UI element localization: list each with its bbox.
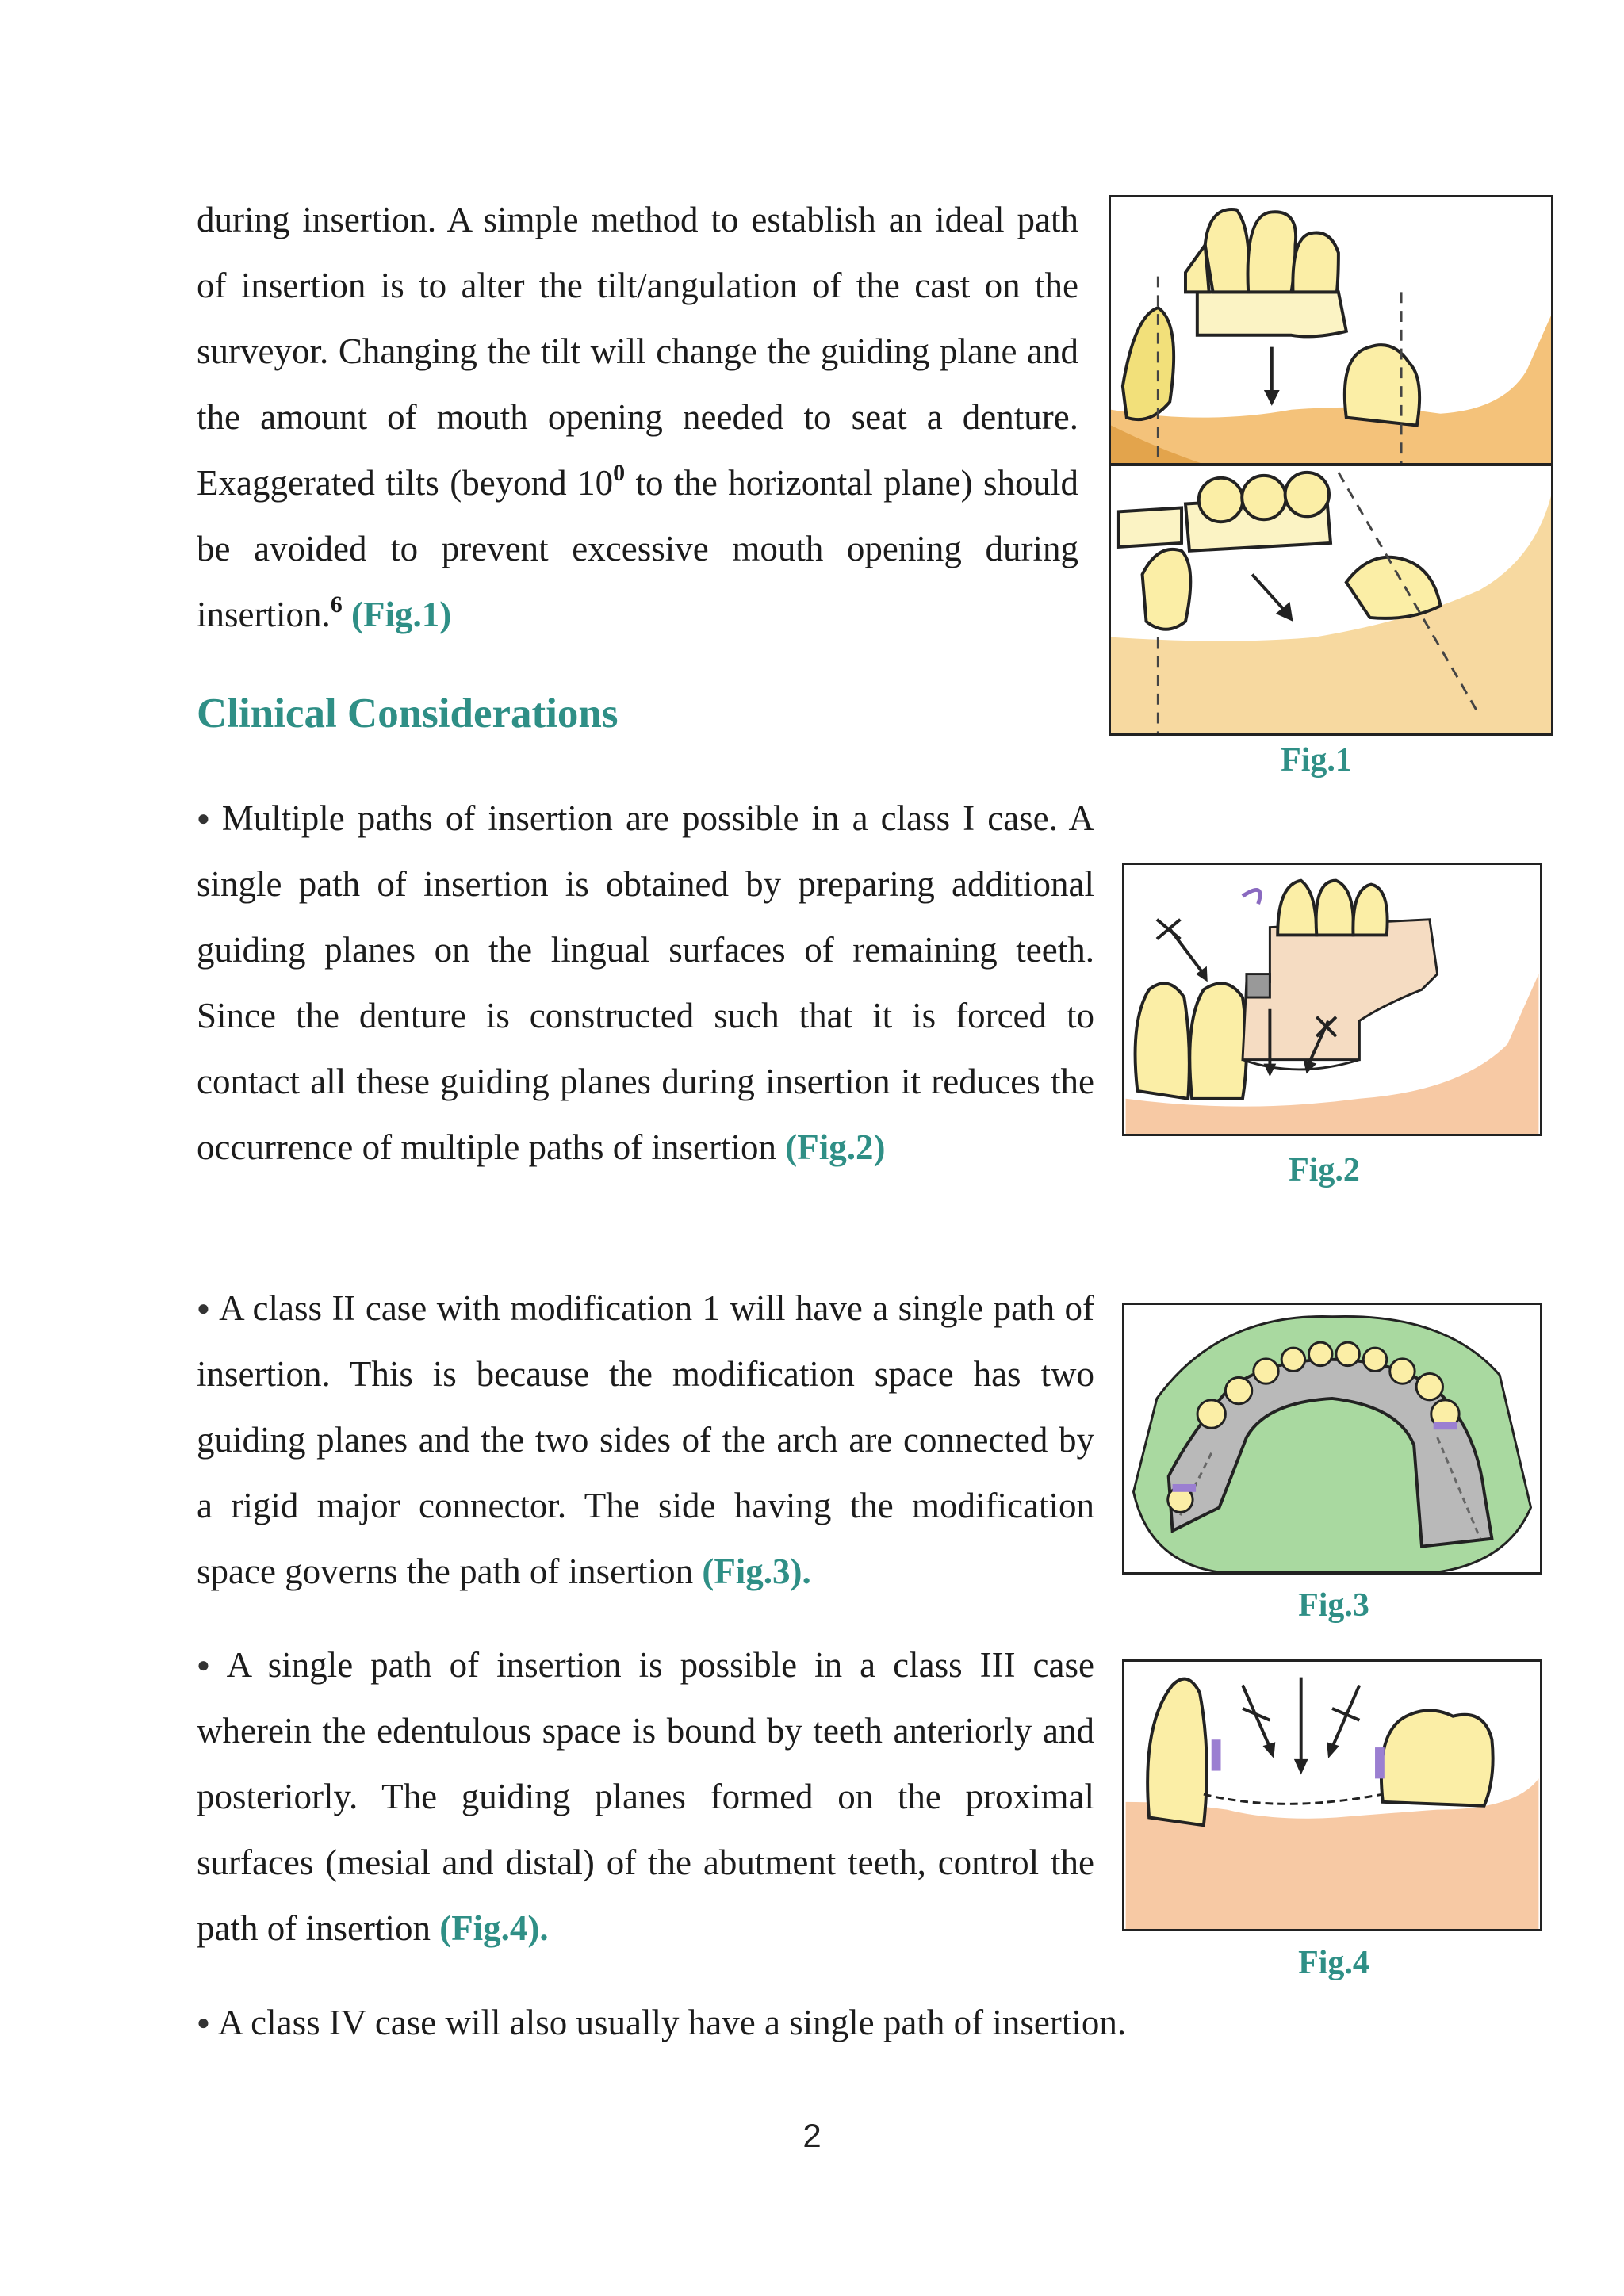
bullet-icon: ● <box>197 1296 212 1321</box>
figure-2-caption: Fig.2 <box>1289 1152 1360 1188</box>
citation-superscript: 6 <box>330 591 343 618</box>
fig3-reference[interactable]: (Fig.3). <box>702 1552 811 1591</box>
bullet-text: A class II case with modification 1 will have a single path of insertion. This is because the modification space has two guiding planes and the two sides of the arch are connected by a rigid major connector. The side having the modification space governs the path of insertion <box>197 1288 1094 1591</box>
bullet-class-three <box>197 1632 1094 1961</box>
figure-1-illustration <box>1109 195 1553 736</box>
figure-1-caption: Fig.1 <box>1281 742 1352 779</box>
bullet-icon: ● <box>197 1653 219 1678</box>
page-number: 2 <box>802 2117 822 2154</box>
bullet-text: A single path of insertion is possible in a class III case wherein the edentulous space is bound by teeth anteriorly and posteriorly. The guiding planes formed on the proximal surfaces (mesial and distal) of the abutment teeth, control the path of insertion <box>197 1645 1094 1948</box>
figure-4-caption: Fig.4 <box>1298 1945 1369 1981</box>
bullet-icon: ● <box>197 806 214 831</box>
fig3-drawing <box>1124 1305 1540 1572</box>
intro-text: during insertion. A simple method to establish an ideal path of insertion is to alter the tilt/angulation of the cast on the surveyor. Changing the tilt will change the guiding plane and the amount of mouth opening needed to seat a denture. Exaggerated tilts (beyond 10 <box>197 200 1078 503</box>
figure-2-illustration <box>1122 863 1542 1136</box>
bullet-class-four <box>197 1990 1307 2056</box>
figure-4-illustration <box>1122 1659 1542 1931</box>
degree-superscript: 0 <box>613 460 626 486</box>
fig4-reference[interactable]: (Fig.4). <box>439 1908 549 1948</box>
intro-text-continued: to the horizontal plane) should be avoided to prevent excessive mouth opening during insertion. <box>197 463 1078 634</box>
bullet-icon: ● <box>197 2011 210 2035</box>
bullet-text: A class IV case will also usually have a single path of insertion. <box>217 2003 1127 2042</box>
section-heading: Clinical Considerations <box>197 691 619 737</box>
fig1-reference[interactable]: (Fig.1) <box>350 595 452 634</box>
fig1-drawing <box>1111 197 1551 733</box>
fig4-drawing <box>1124 1662 1540 1929</box>
bullet-class-two <box>197 1276 1094 1605</box>
figure-3-caption: Fig.3 <box>1298 1587 1369 1624</box>
figure-3-illustration <box>1122 1303 1542 1575</box>
fig2-drawing <box>1124 865 1540 1134</box>
fig2-reference[interactable]: (Fig.2) <box>785 1127 886 1167</box>
bullet-text: Multiple paths of insertion are possible in a class I case. A single path of insertion is obtained by preparing additional guiding planes on the lingual surfaces of remaining teeth. Since the denture is constructed such that it is forced to contact all these guiding planes during insertion it reduces the occurrence of multiple paths of insertion <box>197 798 1094 1167</box>
intro-paragraph <box>197 187 1078 648</box>
bullet-class-one <box>197 786 1094 1181</box>
